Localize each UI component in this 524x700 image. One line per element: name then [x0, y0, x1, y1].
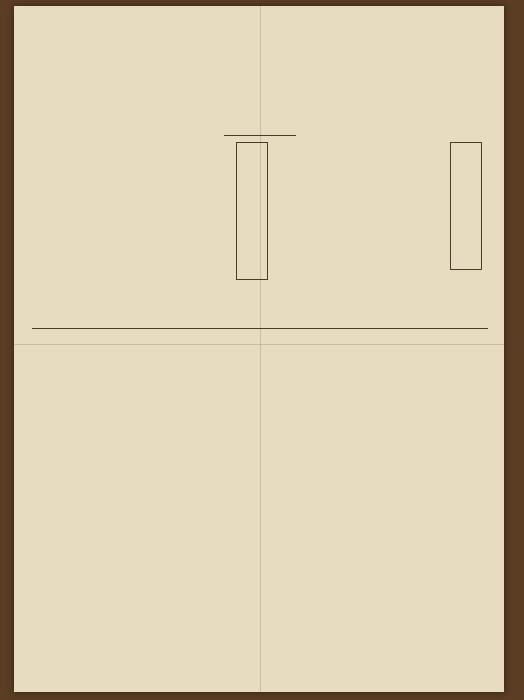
consumption-rule	[32, 328, 488, 329]
production-right-price-column	[450, 142, 482, 270]
fold-crease-vertical	[260, 6, 261, 692]
price-list-sheet	[14, 6, 504, 692]
heading-underline	[224, 135, 296, 136]
production-left-price-column	[236, 142, 268, 280]
fold-crease-horizontal	[14, 344, 504, 345]
